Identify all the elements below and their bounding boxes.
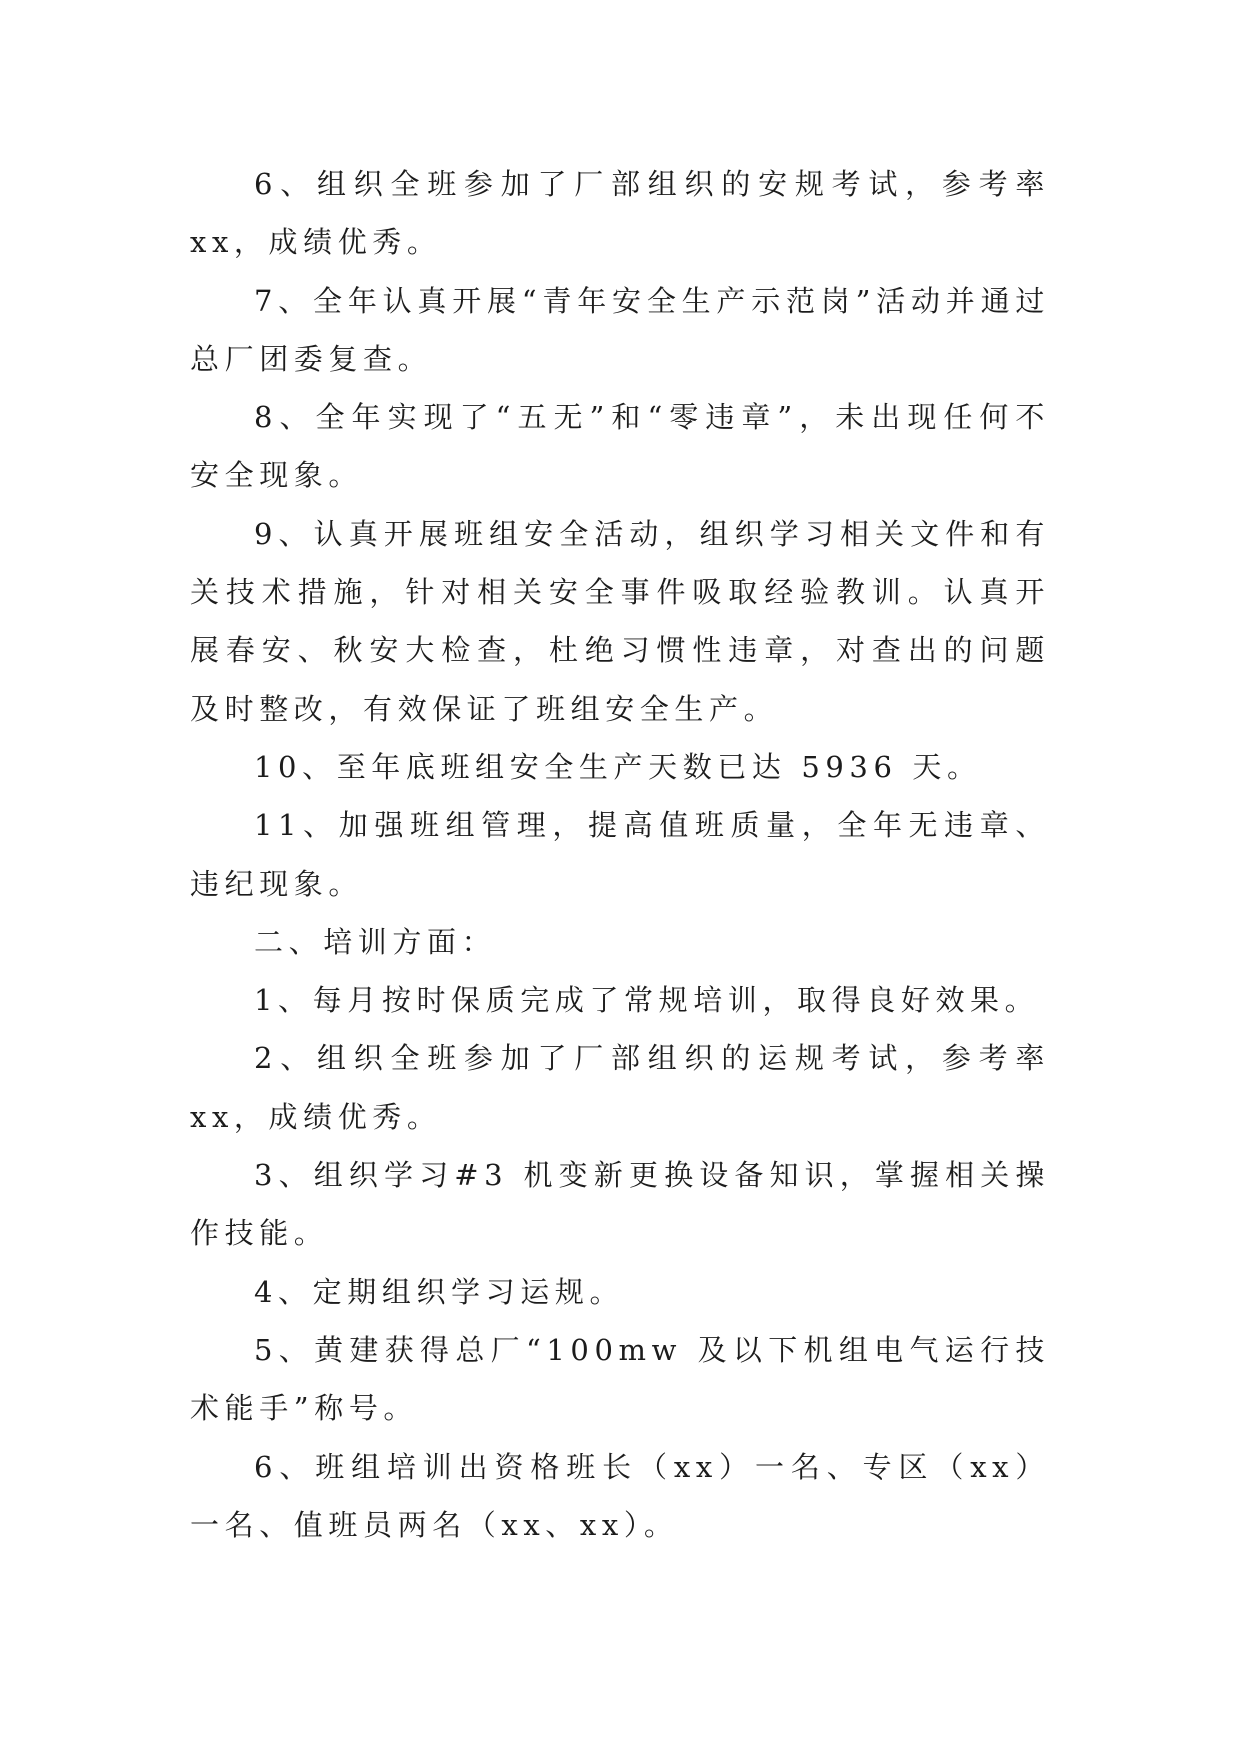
section-heading-training: 二、培训方面：	[254, 924, 497, 959]
paragraph-qualified-staff: 6、班组培训出资格班长（xx）一名、专区（xx）一名、值班员两名（xx、xx）。	[190, 1449, 1050, 1542]
paragraph-award: 5、黄建获得总厂“100mw 及以下机组电气运行技术能手”称号。	[190, 1332, 1050, 1426]
document-body	[190, 155, 1050, 1554]
paragraph-equipment-knowledge: 3、组织学习#3 机变新更换设备知识，掌握相关操作技能。	[190, 1158, 1050, 1251]
paragraph-youth-safety-post: 7、全年认真开展“青年安全生产示范岗”活动并通过总厂团委复查。	[190, 283, 1050, 376]
paragraph-zero-violation: 8、全年实现了“五无”和“零违章”，未出现任何不安全现象。	[190, 400, 1050, 493]
paragraph-regular-study: 4、定期组织学习运规。	[254, 1274, 625, 1309]
paragraph-safety-exam: 6、组织全班参加了厂部组织的安规考试，参考率 xx，成绩优秀。	[190, 167, 1050, 260]
paragraph-safe-days: 10、至年底班组安全生产天数已达 5936 天。	[254, 749, 982, 784]
paragraph-team-management: 11、加强班组管理，提高值班质量，全年无违章、违纪现象。	[190, 808, 1050, 901]
paragraph-operation-exam: 2、组织全班参加了厂部组织的运规考试，参考率 xx，成绩优秀。	[190, 1041, 1050, 1134]
paragraph-monthly-training: 1、每月按时保质完成了常规培训，取得良好效果。	[254, 983, 1040, 1018]
paragraph-safety-activities: 9、认真开展班组安全活动，组织学习相关文件和有关技术措施，针对相关安全事件吸取经验教训。认真开展春安、秋安大检查，杜绝习惯性违章，对查出的问题及时整改，有效保证了班组安全生产。	[190, 516, 1050, 726]
